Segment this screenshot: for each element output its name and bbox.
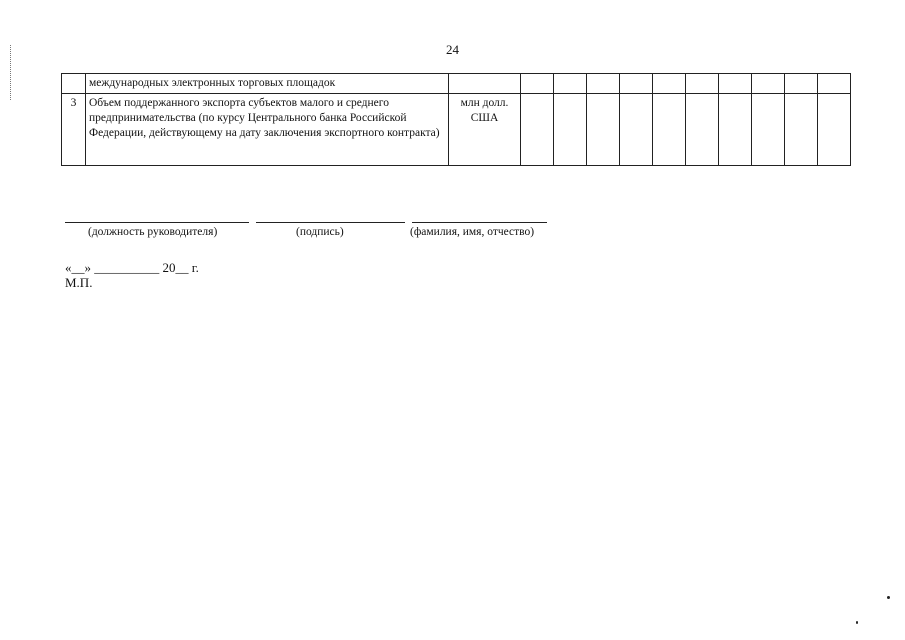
table-row bbox=[62, 74, 851, 94]
value-cell bbox=[587, 94, 620, 166]
unit-cell: млн долл. США bbox=[449, 94, 521, 166]
table-row bbox=[62, 94, 851, 166]
value-cell bbox=[686, 94, 719, 166]
scan-edge-marks bbox=[10, 45, 13, 100]
page-number: 24 bbox=[446, 42, 459, 57]
value-cell bbox=[752, 74, 785, 94]
value-cell bbox=[785, 94, 818, 166]
value-cell bbox=[785, 74, 818, 94]
indicator-cell: Объем поддержанного экспорта субъектов малого и среднего предпринимательства (по курсу Центрального банка Российской Федерации, действующему на дату заключения экспортного контракта) bbox=[86, 94, 449, 166]
value-cell bbox=[719, 94, 752, 166]
indicator-cell: международных электронных торговых площадок bbox=[86, 74, 449, 94]
value-cell bbox=[686, 74, 719, 94]
row-number-cell: 3 bbox=[62, 94, 86, 166]
name-signature-line bbox=[412, 222, 547, 223]
date-line: «__» __________ 20__ г. bbox=[65, 260, 199, 275]
value-cell bbox=[587, 74, 620, 94]
signature-line bbox=[256, 222, 405, 223]
unit-cell bbox=[449, 74, 521, 94]
signature-caption: (подпись) bbox=[296, 226, 344, 238]
value-cell bbox=[752, 94, 785, 166]
scan-dot-mark bbox=[887, 596, 890, 599]
value-cell bbox=[521, 74, 554, 94]
value-cell bbox=[620, 94, 653, 166]
value-cell bbox=[521, 94, 554, 166]
name-caption: (фамилия, имя, отчество) bbox=[410, 226, 535, 238]
position-signature-line bbox=[65, 222, 249, 223]
value-cell bbox=[719, 74, 752, 94]
value-cell bbox=[554, 74, 587, 94]
table-body bbox=[62, 74, 851, 166]
indicators-table bbox=[61, 73, 851, 166]
value-cell bbox=[620, 74, 653, 94]
scan-dot-mark bbox=[856, 621, 858, 624]
row-number-cell bbox=[62, 74, 86, 94]
value-cell bbox=[653, 74, 686, 94]
stamp-mark: М.П. bbox=[65, 275, 93, 290]
value-cell bbox=[653, 94, 686, 166]
value-cell bbox=[818, 94, 851, 166]
value-cell bbox=[554, 94, 587, 166]
value-cell bbox=[818, 74, 851, 94]
position-caption: (должность руководителя) bbox=[88, 226, 218, 238]
